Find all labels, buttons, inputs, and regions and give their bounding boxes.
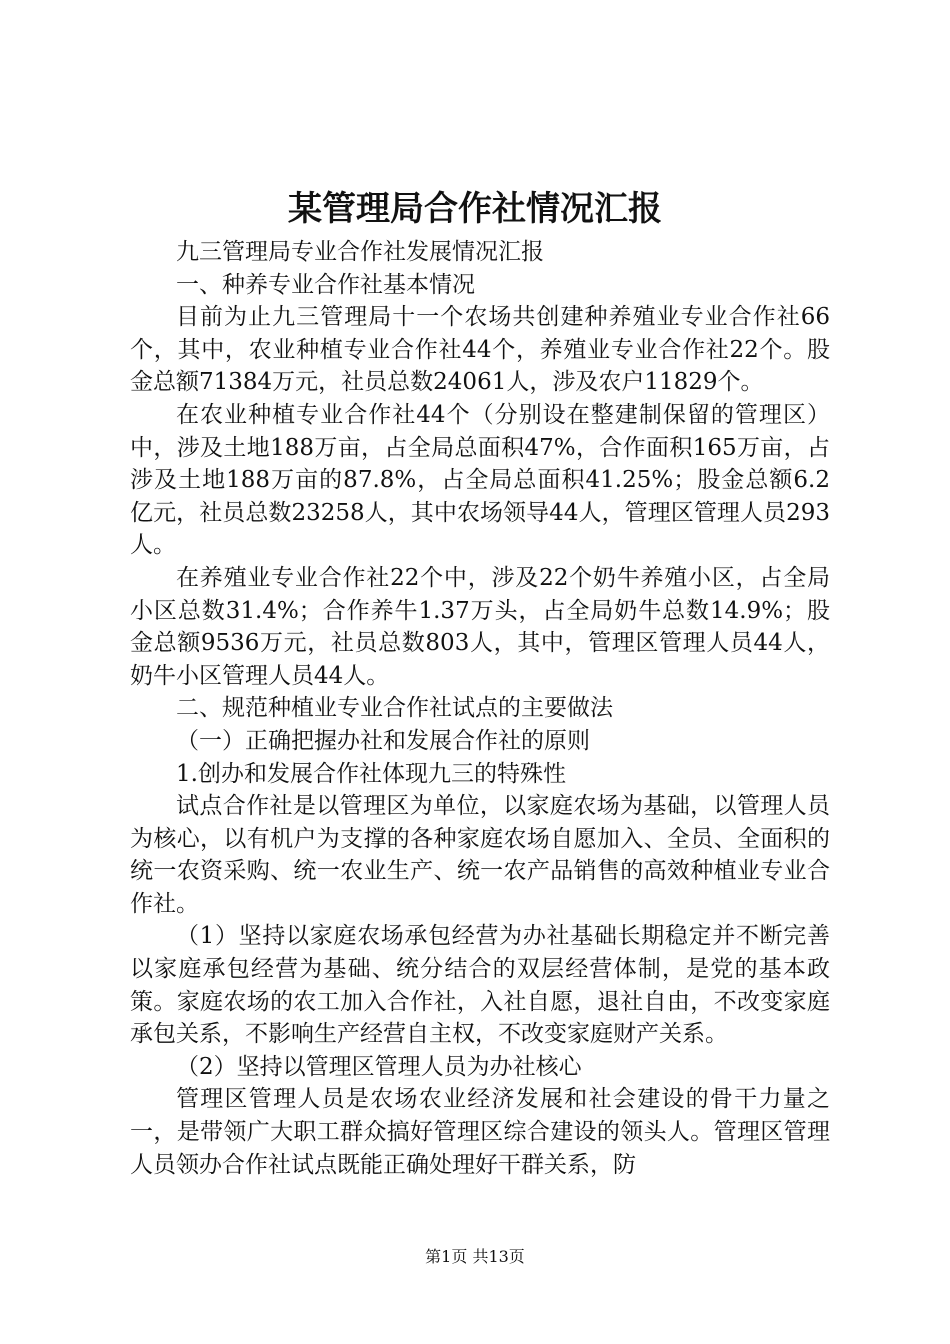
body-paragraph: 目前为止九三管理局十一个农场共创建种养殖业专业合作社66个，其中，农业种植专业合作社44个，养殖业专业合作社22个。股金总额71384万元，社员总数24061人，涉及农户11829个。 [130, 304, 830, 396]
body-paragraph: 在农业种植专业合作社44个（分别设在整建制保留的管理区）中，涉及土地188万亩，占全局总面积47%，合作面积165万亩，占涉及土地188万亩的87.8%，占全局总面积41.25%；股金总额6.2亿元，社员总数23258人，其中农场领导44人，管理区管理人员293人。 [130, 401, 830, 559]
item-heading: 1.创办和发展合作社体现九三的特殊性 [176, 760, 566, 787]
document-body [130, 236, 830, 1181]
body-paragraph: （1）坚持以家庭农场承包经营为办社基础长期稳定并不断完善以家庭承包经营为基础、统分结合的双层经营体制，是党的基本政策。家庭农场的农工加入合作社，入社自愿，退社自由，不改变家庭承包关系，不影响生产经营自主权，不改变家庭财产关系。 [130, 923, 830, 1048]
page-number-footer: 第1页 共13页 [425, 1247, 525, 1266]
body-paragraph: 试点合作社是以管理区为单位，以家庭农场为基础，以管理人员为核心，以有机户为支撑的各种家庭农场自愿加入、全员、全面积的统一农资采购、统一农业生产、统一农产品销售的高效种植业专业合作社。 [130, 793, 830, 917]
subtitle-paragraph: 九三管理局专业合作社发展情况汇报 [176, 239, 544, 265]
body-paragraph: 在养殖业专业合作社22个中，涉及22个奶牛养殖小区，占全局小区总数31.4%；合作养牛1.37万头，占全局奶牛总数14.9%；股金总额9536万元，社员总数803人，其中，管理区管理人员44人，奶牛小区管理人员44人。 [130, 564, 830, 689]
subsection-heading: （一）正确把握办社和发展合作社的原则 [176, 727, 590, 754]
body-paragraph: 管理区管理人员是农场农业经济发展和社会建设的骨干力量之一，是带领广大职工群众搞好管理区综合建设的领头人。管理区管理人员领办合作社试点既能正确处理好干群关系，防 [130, 1086, 830, 1178]
section-heading-2: 二、规范种植业专业合作社试点的主要做法 [176, 695, 613, 722]
item-heading: （2）坚持以管理区管理人员为办社核心 [176, 1053, 582, 1080]
section-heading-1: 一、种养专业合作社基本情况 [176, 271, 475, 298]
document-title: 某管理局合作社情况汇报 [288, 189, 662, 229]
